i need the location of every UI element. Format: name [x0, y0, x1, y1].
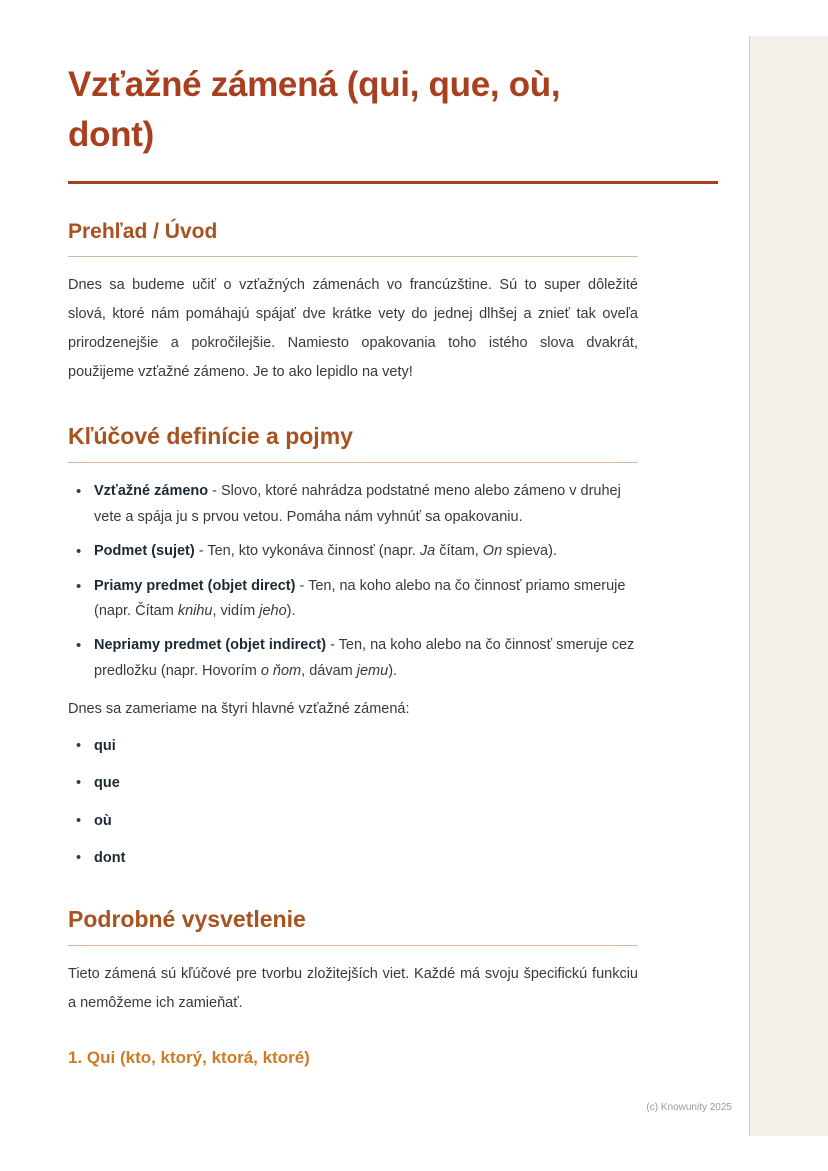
list-item [68, 633, 638, 684]
definition-text: čítam, [435, 543, 483, 560]
definition-text: spieva). [502, 543, 557, 560]
section-heading-overview: Prehľad / Úvod [68, 220, 218, 244]
definition-text: ). [286, 602, 296, 619]
page-footer: (c) Knowunity 2025 [646, 1102, 732, 1113]
definition-dash: - [208, 483, 222, 500]
definition-text: Slovo, ktoré nahrádza podstatné meno alebo zámeno v druhej vete a spája ju s prvou vetou. Pomáha nám vyhnúť sa opakovaniu. [94, 483, 621, 525]
definition-dash: - [295, 577, 309, 594]
definition-text: Ten, kto vykonáva činnosť (napr. [207, 543, 420, 560]
definition-dash: - [326, 637, 339, 654]
pronouns-list [68, 735, 638, 870]
list-item: • où [68, 810, 638, 833]
list-item: • qui [68, 735, 638, 758]
definition-italic: Ja [419, 543, 436, 560]
definition-term: Vzťažné zámeno [94, 483, 209, 500]
page-title: Vzťažné zámená (qui, que, où, dont) [68, 65, 561, 154]
definition-dash: - [194, 543, 208, 560]
list-item [68, 539, 638, 564]
list-item [68, 574, 638, 625]
definition-term: Podmet (sujet) [94, 543, 195, 560]
section-divider [68, 256, 638, 257]
definition-term: Nepriamy predmet (objet indirect) [94, 637, 327, 654]
list-item: • dont [68, 847, 638, 870]
definition-text: ). [388, 662, 398, 679]
definition-italic: jemu [356, 662, 389, 679]
section-heading-definitions: Kľúčové definície a pojmy [68, 423, 353, 450]
explanation-paragraph: Tieto zámená sú kľúčové pre tvorbu zložitejších viet. Každé má svoju špecifickú funkciu a nemôžeme ich zamieňať. [68, 965, 638, 1011]
definition-italic: o ňom [260, 662, 302, 679]
section-divider [68, 462, 638, 463]
definition-text: Ten, na koho alebo na čo činnosť smeruje cez predložku (napr. Hovorím [94, 637, 635, 679]
page-side-strip [749, 36, 828, 1136]
section-heading-explanation: Podrobné vysvetlenie [68, 905, 306, 932]
document-content [68, 60, 638, 1068]
title-divider [68, 181, 718, 184]
section-divider [68, 945, 638, 946]
pronouns-intro: Dnes sa zameriame na štyri hlavné vzťažné zámená: [68, 701, 410, 717]
definition-italic: jeho [259, 602, 287, 619]
overview-paragraph: Dnes sa budeme učiť o vzťažných zámenách vo francúzštine. Sú to super dôležité slová, ktoré nám pomáhajú spájať dve krátke vety do jednej dlhšej a znieť tak oveľa prirodzenejšie a pokročilejšie. Namiesto opakovania toho istého slova dvakrát, použijeme vzťažné zámeno. Je to ako lepidlo na vety! [68, 277, 638, 381]
definition-italic: knihu [177, 602, 213, 619]
definition-term: Priamy predmet (objet direct) [94, 577, 296, 594]
list-item: • que [68, 772, 638, 795]
subsection-heading-qui: 1. Qui (kto, ktorý, ktorá, ktoré) [68, 1047, 310, 1067]
definition-italic: On [482, 543, 503, 560]
definition-text: , dávam [301, 662, 357, 679]
list-item [68, 479, 638, 530]
definition-text: , vidím [212, 602, 260, 619]
definitions-list [68, 479, 638, 684]
definition-text: Ten, na koho alebo na čo činnosť priamo smeruje (napr. Čítam [94, 577, 626, 619]
